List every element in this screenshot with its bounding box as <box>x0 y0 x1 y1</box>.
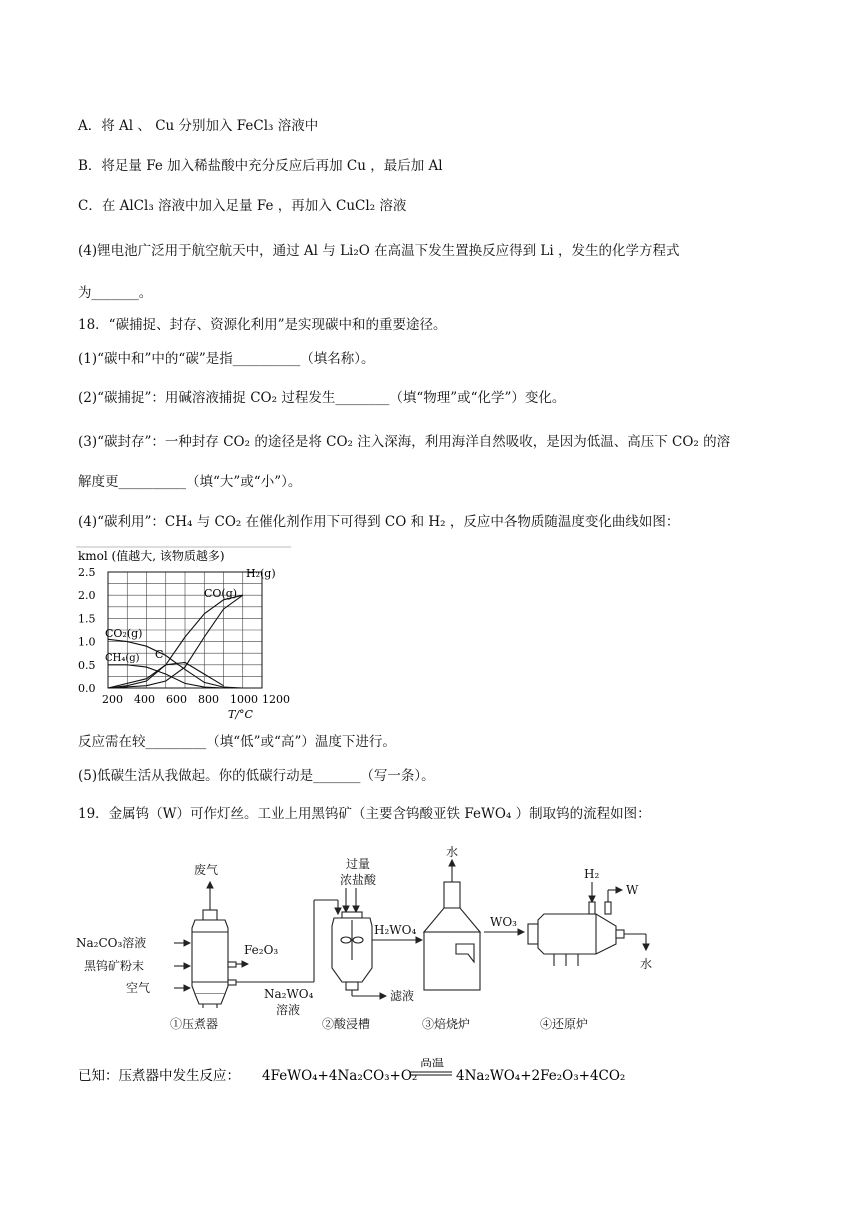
label-filtrate: 滤液 <box>390 989 415 1003</box>
label-ore-powder: 黑钨矿粉末 <box>84 959 145 973</box>
eq-lhs: 4FeWO₄+4Na₂CO₃+O₂ <box>262 1068 418 1084</box>
label-h2: H₂ <box>584 867 600 881</box>
y-tick-label: 0.0 <box>78 682 96 695</box>
q17-4-blank: 为_______。 <box>78 285 153 301</box>
label-water-out: 水 <box>640 957 653 971</box>
x-tick-label: 1200 <box>262 693 290 706</box>
x-tick-label: 400 <box>134 693 155 706</box>
q18-1: (1)“碳中和”中的“碳”是指__________（填名称）。 <box>78 351 375 367</box>
eq-prefix: 已知：压煮器中发生反应： <box>78 1068 240 1084</box>
label-co2: CO₂(g) <box>105 627 143 640</box>
chart-svg <box>76 544 296 722</box>
label-na2wo4: Na₂WO₄ <box>264 987 314 1001</box>
flow-svg <box>76 836 676 1036</box>
label-conc-hcl: 浓盐酸 <box>340 873 377 887</box>
q18-4: (4)“碳利用”：CH₄ 与 CO₂ 在催化剂作用下可得到 CO 和 H₂ ，反应中各物质随温度变化曲线如图： <box>78 514 680 530</box>
label-step1: ①压煮器 <box>170 1017 219 1031</box>
y-tick-label: 0.5 <box>78 658 96 672</box>
q19-title: 19．金属钨（W）可作灯丝。工业上用黑钨矿（主要含钨酸亚铁 FeWO₄ ）制取钨的流程如图： <box>78 806 651 822</box>
label-h2wo4: H₂WO₄ <box>374 923 417 937</box>
label-w: W <box>626 883 639 897</box>
y-tick-label: 2.5 <box>78 566 96 579</box>
label-solution: 溶液 <box>276 1003 301 1017</box>
acid-leach-tank <box>332 888 422 996</box>
q17-4-text: (4)锂电池广泛用于航空航天中，通过 Al 与 Li₂O 在高温下发生置换反应得到 Li ，发生的化学方程式 <box>78 243 680 259</box>
x-tick-label: 800 <box>198 693 219 706</box>
q18-5: (5)低碳生活从我做起。你的低碳行动是_______（写一条）。 <box>78 768 435 784</box>
label-waste-gas: 废气 <box>194 863 219 877</box>
label-c: C <box>155 648 164 661</box>
equation-svg <box>78 1058 638 1088</box>
option-b: B．将足量 Fe 加入稀盐酸中充分反应后再加 Cu ，最后加 Al <box>78 158 443 174</box>
label-co: CO(g) <box>204 587 238 600</box>
x-tick-label: 600 <box>166 693 187 706</box>
chart-xlabel: T/°C <box>228 708 253 721</box>
label-wo3: WO₃ <box>490 915 517 929</box>
label-ch4: CH₄(g) <box>105 653 140 664</box>
eq-rhs: 4Na₂WO₄+2Fe₂O₃+4CO₂ <box>456 1068 626 1084</box>
q18-3: (3)“碳封存”：一种封存 CO₂ 的途径是将 CO₂ 注入深海，利用海洋自然吸收，是因为低温、高压下 CO₂ 的溶 <box>78 434 731 450</box>
known-equation <box>78 1058 638 1088</box>
temperature-chart <box>76 544 296 722</box>
label-fe2o3: Fe₂O₃ <box>244 943 279 957</box>
x-tick-label: 1000 <box>230 693 258 706</box>
label-na2co3: Na₂CO₃溶液 <box>76 936 147 950</box>
y-tick-label: 2.0 <box>78 589 96 603</box>
label-step4: ④还原炉 <box>540 1017 589 1031</box>
label-excess: 过量 <box>346 857 371 871</box>
q18-title: 18．“碳捕捉、封存、资源化利用”是实现碳中和的重要途径。 <box>78 317 447 333</box>
q18-2: (2)“碳捕捉”：用碱溶液捕捉 CO₂ 过程发生________（填“物理”或“化学”）变化。 <box>78 390 566 406</box>
option-c: C．在 AlCl₃ 溶液中加入足量 Fe ，再加入 CuCl₂ 溶液 <box>78 198 407 214</box>
x-tick-label: 200 <box>102 693 123 706</box>
label-step2: ②酸浸槽 <box>322 1017 371 1031</box>
q18-3-cont: 解度更__________（填“大”或“小”）。 <box>78 474 302 490</box>
label-step3: ③焙烧炉 <box>422 1017 471 1031</box>
label-h2: H₂(g) <box>246 567 276 580</box>
q18-4-answer: 反应需在较_________（填“低”或“高”）温度下进行。 <box>78 734 396 750</box>
chart-title: kmol (值越大, 该物质越多) <box>78 549 225 563</box>
label-air: 空气 <box>126 981 151 995</box>
label-water-top: 水 <box>446 845 459 859</box>
eq-condition: 高温 <box>420 1058 445 1069</box>
y-tick-label: 1.0 <box>78 635 96 649</box>
option-a: A．将 Al 、 Cu 分别加入 FeCl₃ 溶液中 <box>78 118 319 134</box>
process-flow-diagram <box>76 836 676 1036</box>
y-tick-label: 1.5 <box>78 612 96 626</box>
